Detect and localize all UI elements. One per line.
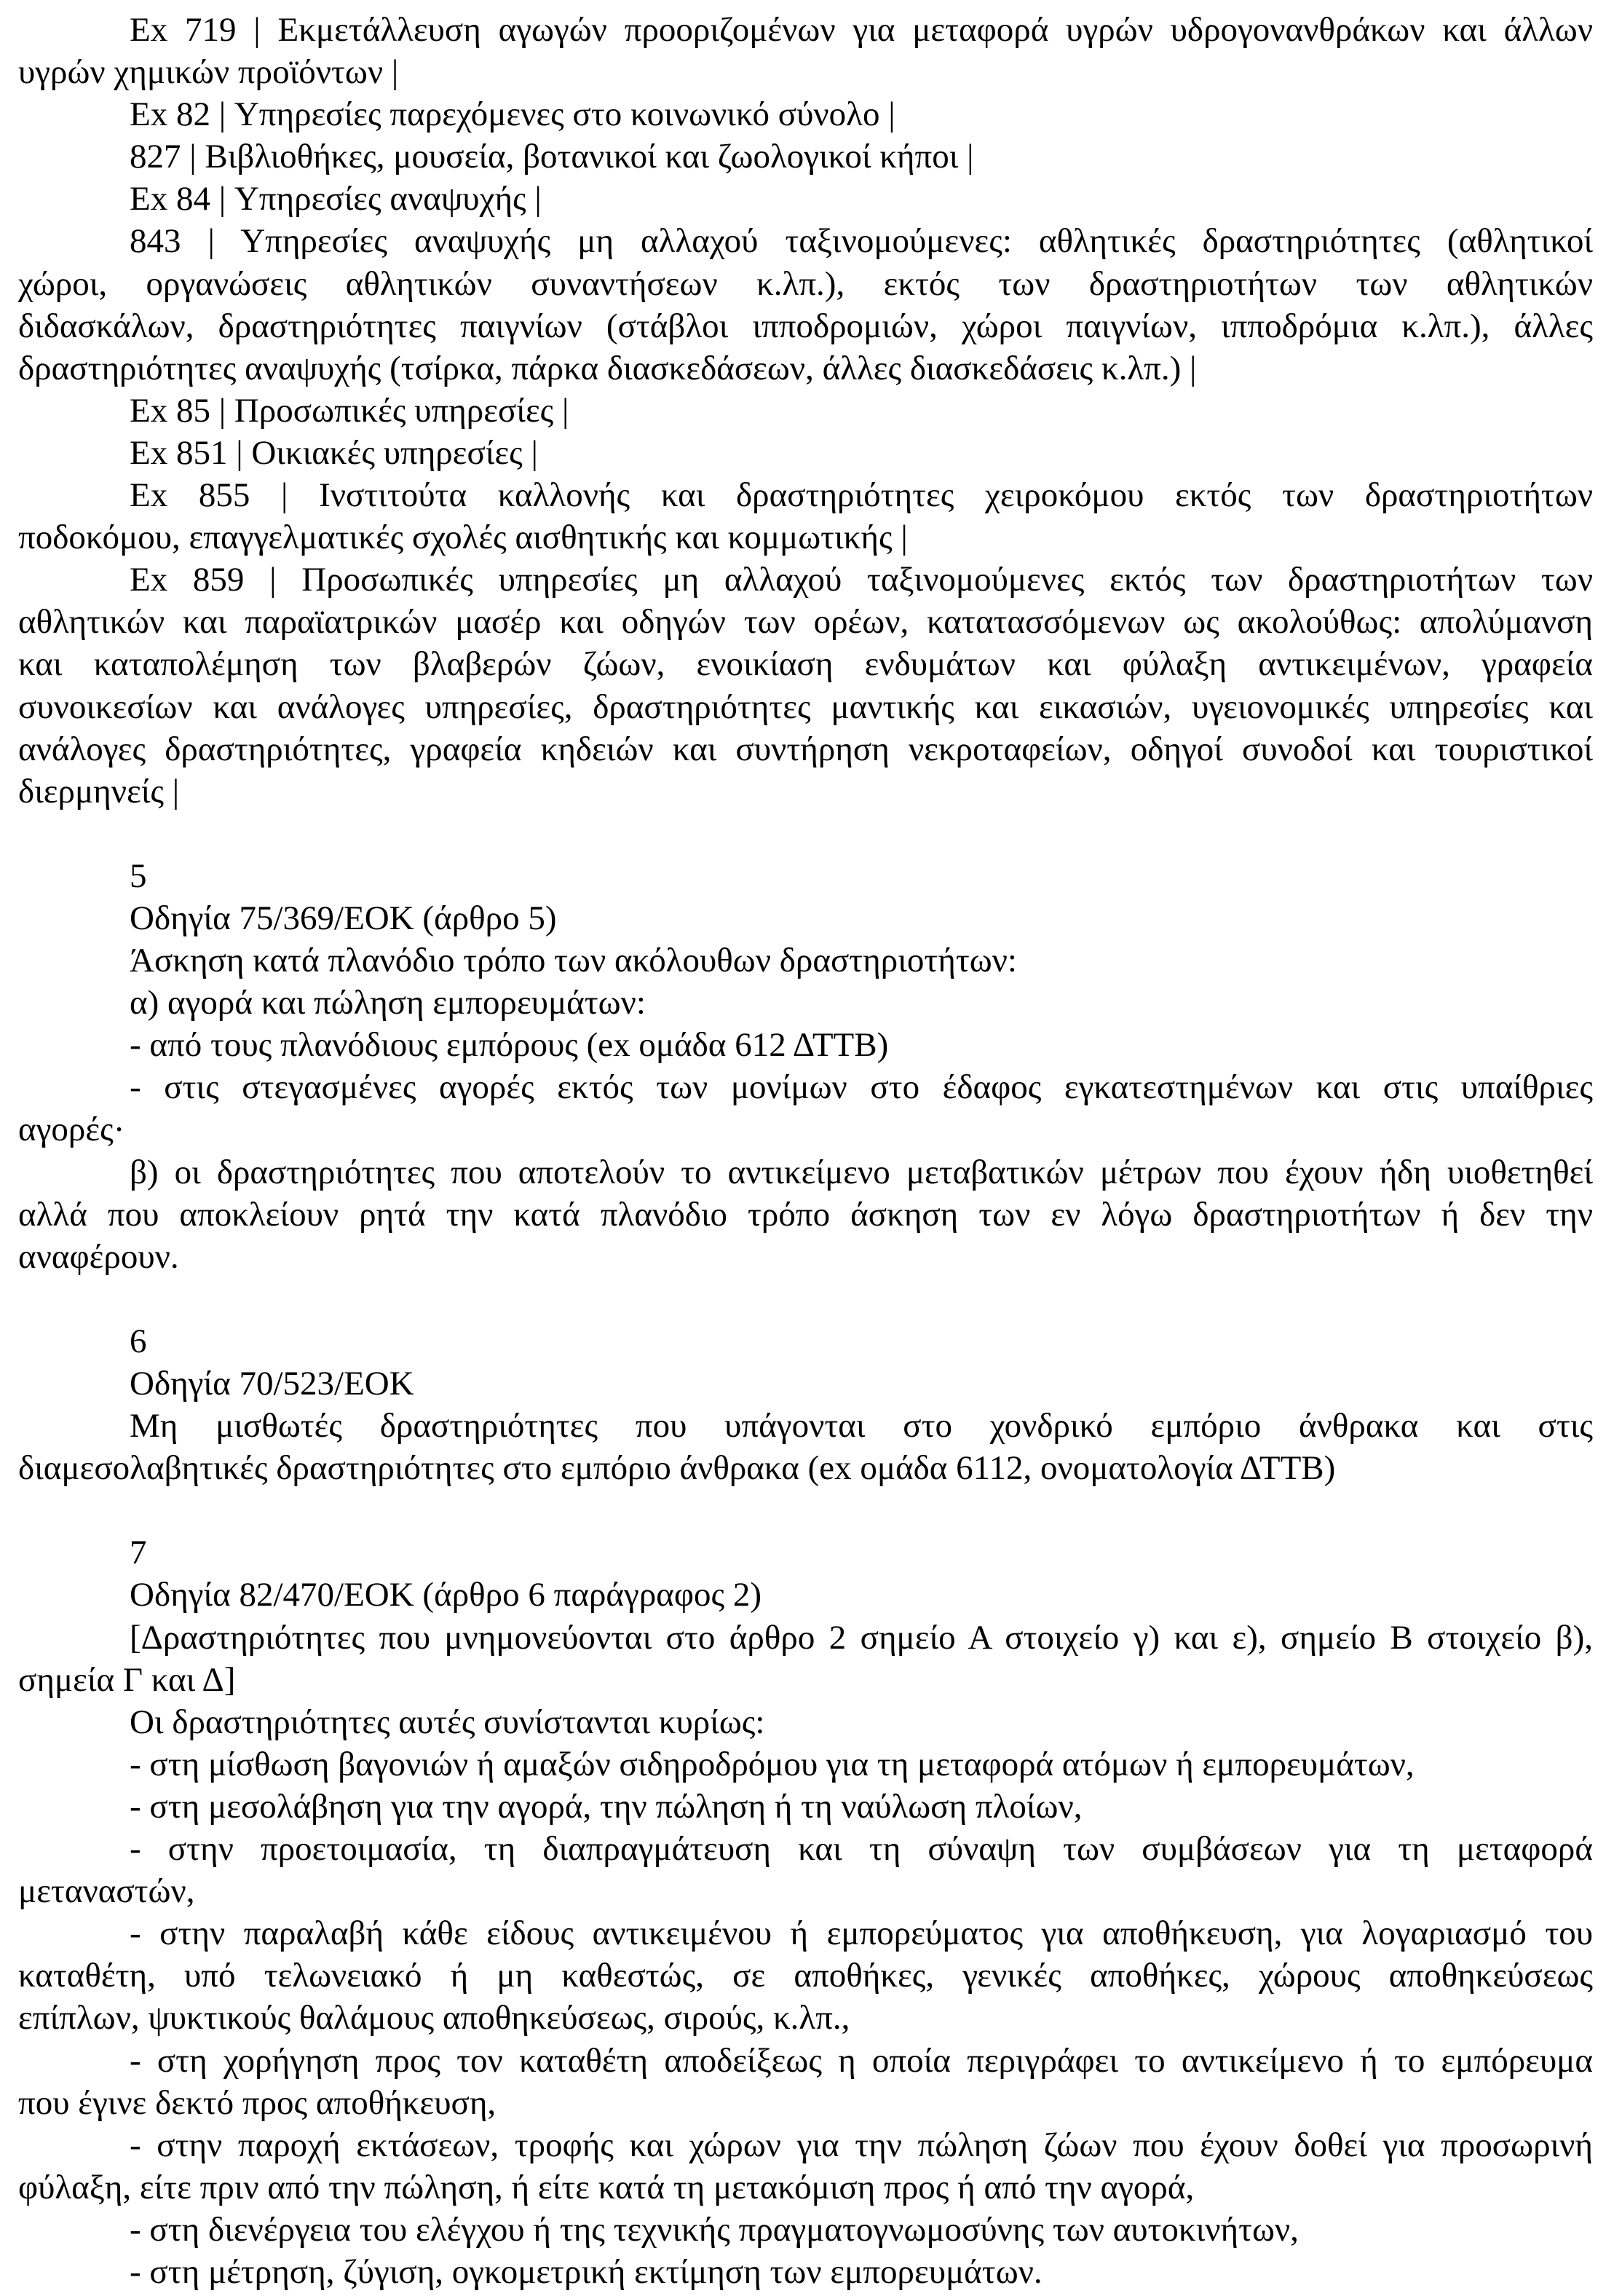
text-line: Ex 84 | Υπηρεσίες αναψυχής | [130,180,542,218]
text-line: αθλητικών και παραϊατρικών μασέρ και οδηγών των ορέων, κατατασσόμενων ως ακολούθως: απολύμανση [18,603,1593,642]
text-line: β) οι δραστηριότητες που αποτελούν το αντικείμενο μεταβατικών μέτρων που έχουν ήδη υιοθετηθεί [130,1153,1593,1191]
text-line: 827 | Βιβλιοθήκες, μουσεία, βοτανικοί και ζωολογικοί κήποι | [130,138,974,176]
text-line: - στη μεσολάβηση για την αγορά, την πώληση ή τη ναύλωση πλοίων, [130,1787,1083,1826]
text-line: α) αγορά και πώληση εμπορευμάτων: [130,984,646,1022]
text-line: - στη χορήγηση προς τον καταθέτη αποδείξεως η οποία περιγράφει το αντικείμενο ή το εμπόρευμα [130,2041,1593,2080]
text-line: - στην παροχή εκτάσεων, τροφής και χώρων για την πώληση ζώων που έχουν δοθεί για προσωρινή [130,2126,1593,2164]
text-line: - από τους πλανόδιους εμπόρους (ex ομάδα 612 ΔΤΤΒ) [130,1026,889,1065]
text-line: Άσκηση κατά πλανόδιο τρόπο των ακόλουθων δραστηριοτήτων: [130,942,1017,980]
text-line: διερμηνείς | [18,772,180,810]
text-line: χώροι, οργανώσεις αθλητικών συναντήσεων κ.λπ.), εκτός των δραστηριοτήτων των αθλητικών [18,264,1593,303]
text-line: Ex 719 | Εκμετάλλευση αγωγών προοριζομένων για μεταφορά υγρών υδρογονανθράκων και άλλων [130,11,1593,49]
text-line: Οι δραστηριότητες αυτές συνίστανται κυρίως: [130,1703,765,1741]
blank-line [18,813,1593,855]
text-line: επίπλων, ψυκτικούς θαλάμους αποθηκεύσεως, σιρούς, κ.λπ., [18,1999,850,2037]
text-line: 7 [130,1534,147,1572]
text-line: και καταπολέμηση των βλαβερών ζώων, ενοικίαση ενδυμάτων και φύλαξη αντικειμένων, γραφεία [18,645,1593,684]
text-line: 6 [130,1322,147,1360]
text-line: - στις στεγασμένες αγορές εκτός των μονίμων στο έδαφος εγκατεστημένων και στις υπαίθριες [130,1068,1593,1107]
text-line: - στη μίσθωση βαγονιών ή αμαξών σιδηροδρόμου για τη μεταφορά ατόμων ή εμπορευμάτων, [130,1745,1415,1783]
text-line: μεταναστών, [18,1872,195,1911]
text-line: που έγινε δεκτό προς αποθήκευση, [18,2083,497,2122]
text-line: Ex 82 | Υπηρεσίες παρεχόμενες στο κοινωνικό σύνολο | [130,95,895,134]
text-line: καταθέτη, υπό τελωνειακό ή μη καθεστώς, σε αποθήκες, γενικές αποθήκες, χώρους αποθηκεύσεως [18,1957,1593,1995]
text-line: διδασκάλων, δραστηριότητες παιγνίων (στάβλοι ιπποδρομιών, χώροι παιγνίων, ιπποδρόμια κ.λπ.), άλλες [18,307,1593,345]
text-line: Οδηγία 82/470/ΕΟΚ (άρθρο 6 παράγραφος 2) [130,1576,762,1614]
text-line: [Δραστηριότητες που μνημονεύονται στο άρθρο 2 σημείο Α στοιχείο γ) και ε), σημείο Β στοιχείο β), [130,1618,1593,1657]
text-line: Οδηγία 75/369/ΕΟΚ (άρθρο 5) [130,899,557,937]
text-line: ποδοκόμου, επαγγελματικές σχολές αισθητικής και κομμωτικής | [18,518,908,557]
text-line: Μη μισθωτές δραστηριότητες που υπάγονται στο χονδρικό εμπόριο άνθρακα και στις [130,1407,1593,1445]
text-line: Ex 85 | Προσωπικές υπηρεσίες | [130,391,569,430]
blank-line [18,1278,1593,1320]
text-line: Οδηγία 70/523/ΕΟΚ [130,1365,414,1403]
text-line: Ex 851 | Οικιακές υπηρεσίες | [130,433,538,472]
text-line: δραστηριότητες αναψυχής (τσίρκα, πάρκα διασκεδάσεων, άλλες διασκεδάσεις κ.λπ.) | [18,349,1197,387]
text-line: αλλά που αποκλείουν ρητά την κατά πλανόδιο τρόπο άσκηση των εν λόγω δραστηριοτήτων ή δεν την [18,1195,1593,1234]
blank-line [18,1489,1593,1531]
text-line: φύλαξη, είτε πριν από την πώληση, ή είτε κατά τη μετακόμιση προς ή από την αγορά, [18,2168,1195,2206]
text-line: - στην προετοιμασία, τη διαπραγμάτευση και τη σύναψη των συμβάσεων για τη μεταφορά [130,1830,1593,1869]
text-line: υγρών χημικών προϊόντων | [18,53,399,92]
text-line: αναφέρουν. [18,1237,179,1276]
text-line: σημεία Γ και Δ] [18,1660,236,1699]
text-line: Ex 859 | Προσωπικές υπηρεσίες μη αλλαχού ταξινομούμενες εκτός των δραστηριοτήτων των [130,561,1593,599]
text-line: Ex 855 | Ινστιτούτα καλλονής και δραστηριότητες χειροκόμου εκτός των δραστηριοτήτων [130,476,1593,515]
text-line: συνοικεσίων και ανάλογες υπηρεσίες, δραστηριότητες μαντικής και εικασιών, υγειονομικές υπηρεσίες και [18,687,1593,726]
text-line: ανάλογες δραστηριότητες, γραφεία κηδειών και συντήρηση νεκροταφείων, οδηγοί συνοδοί και τουριστικοί [18,730,1593,768]
text-line: - στην παραλαβή κάθε είδους αντικειμένου ή εμπορεύματος για αποθήκευση, για λογαριασμό του [130,1914,1593,1953]
text-line: - στη μέτρηση, ζύγιση, ογκομετρική εκτίμηση των εμπορευμάτων. [130,2252,1043,2291]
text-line: 843 | Υπηρεσίες αναψυχής μη αλλαχού ταξινομούμενες: αθλητικές δραστηριότητες (αθλητικοί [130,222,1593,261]
text-line: 5 [130,856,147,895]
document-page [18,9,1593,2293]
text-line: διαμεσολαβητικές δραστηριότητες στο εμπόριο άνθρακα (ex ομάδα 6112, ονοματολογία ΔΤΤΒ) [18,1449,1336,1488]
text-line: αγορές· [18,1110,125,1149]
text-line: - στη διενέργεια του ελέγχου ή της τεχνικής πραγματογνωμοσύνης των αυτοκινήτων, [130,2210,1299,2249]
